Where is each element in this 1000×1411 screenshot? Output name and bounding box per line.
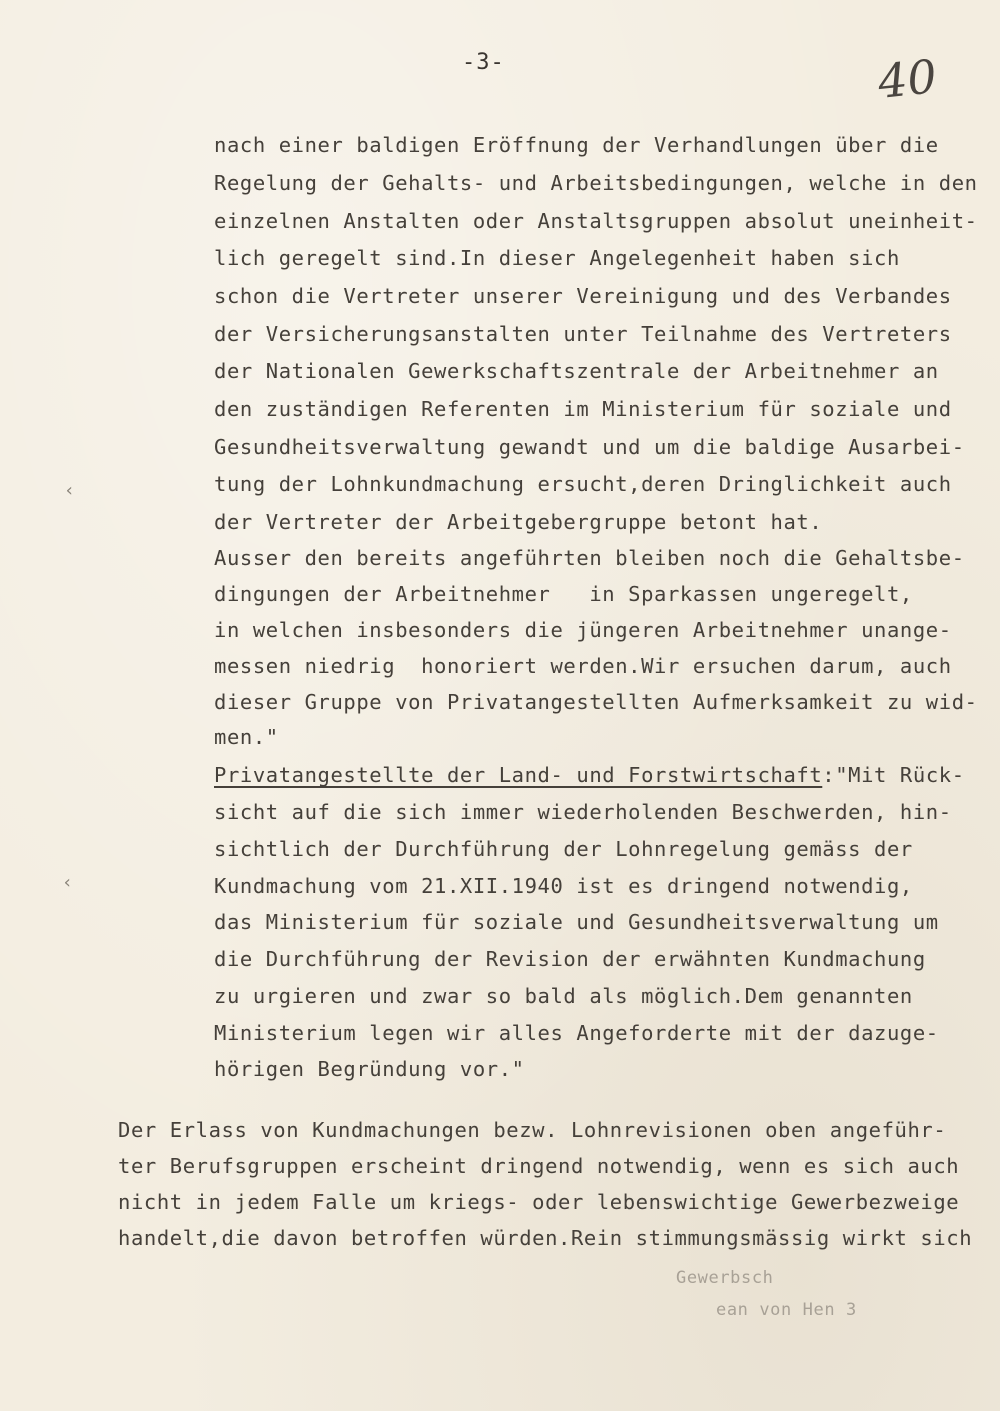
text-line: zu urgieren und zwar so bald als möglich.Dem genannten: [214, 984, 913, 1008]
text-line: Ausser den bereits angeführten bleiben noch die Gehaltsbe-: [214, 546, 965, 570]
handwritten-page-number: 40: [875, 49, 940, 109]
text-line: schon die Vertreter unserer Vereinigung und des Verbandes: [214, 284, 952, 308]
text-line: Ministerium legen wir alles Angeforderte mit der dazuge-: [214, 1021, 939, 1045]
text-line: die Durchführung der Revision der erwähnten Kundmachung: [214, 947, 926, 971]
text-line: messen niedrig honoriert werden.Wir ersuchen darum, auch: [214, 654, 952, 678]
text-line: Kundmachung vom 21.XII.1940 ist es dringend notwendig,: [214, 874, 913, 898]
text-line: Gesundheitsverwaltung gewandt und um die baldige Ausarbei-: [214, 435, 965, 459]
text-line: nicht in jedem Falle um kriegs- oder lebenswichtige Gewerbezweige: [118, 1190, 960, 1214]
text-line: sichtlich der Durchführung der Lohnregelung gemäss der: [214, 837, 913, 861]
text-line: Der Erlass von Kundmachungen bezw. Lohnrevisionen oben angeführ-: [118, 1118, 947, 1142]
text-line: einzelnen Anstalten oder Anstaltsgruppen absolut uneinheit-: [214, 209, 978, 233]
text-line: ter Berufsgruppen erscheint dringend notwendig, wenn es sich auch: [118, 1154, 960, 1178]
text-line: der Vertreter der Arbeitgebergruppe betont hat.: [214, 510, 823, 534]
text-line: der Versicherungsanstalten unter Teilnahme des Vertreters: [214, 322, 952, 346]
paper-mark: ‹: [62, 872, 73, 893]
text-line: sicht auf die sich immer wiederholenden Beschwerden, hin-: [214, 800, 952, 824]
text-line: nach einer baldigen Eröffnung der Verhandlungen über die: [214, 133, 939, 157]
section-heading: Privatangestellte der Land- und Forstwirtschaft: [214, 763, 823, 787]
text-line: handelt,die davon betroffen würden.Rein stimmungsmässig wirkt sich: [118, 1226, 973, 1250]
text-line: den zuständigen Referenten im Ministerium für soziale und: [214, 397, 952, 421]
text-line: [214, 763, 965, 787]
text-line: das Ministerium für soziale und Gesundheitsverwaltung um: [214, 910, 939, 934]
text-line: dingungen der Arbeitnehmer in Sparkassen ungeregelt,: [214, 582, 913, 606]
text-line: der Nationalen Gewerkschaftszentrale der Arbeitnehmer an: [214, 359, 939, 383]
page-number: -3-: [462, 50, 505, 75]
text-line: men.": [214, 725, 279, 749]
text-line: tung der Lohnkundmachung ersucht,deren Dringlichkeit auch: [214, 472, 952, 496]
section-heading-continuation: :"Mit Rück-: [822, 763, 965, 787]
text-line: Regelung der Gehalts- und Arbeitsbedingungen, welche in den: [214, 171, 978, 195]
text-line: dieser Gruppe von Privatangestellten Aufmerksamkeit zu wid-: [214, 690, 978, 714]
bleed-through-text: Gewerbsch: [676, 1268, 774, 1288]
text-line: hörigen Begründung vor.": [214, 1057, 525, 1081]
paper-mark: ‹: [64, 480, 75, 501]
text-line: in welchen insbesonders die jüngeren Arbeitnehmer unange-: [214, 618, 952, 642]
text-line: lich geregelt sind.In dieser Angelegenheit haben sich: [214, 246, 900, 270]
bleed-through-text: ean von Hen 3: [716, 1300, 857, 1320]
